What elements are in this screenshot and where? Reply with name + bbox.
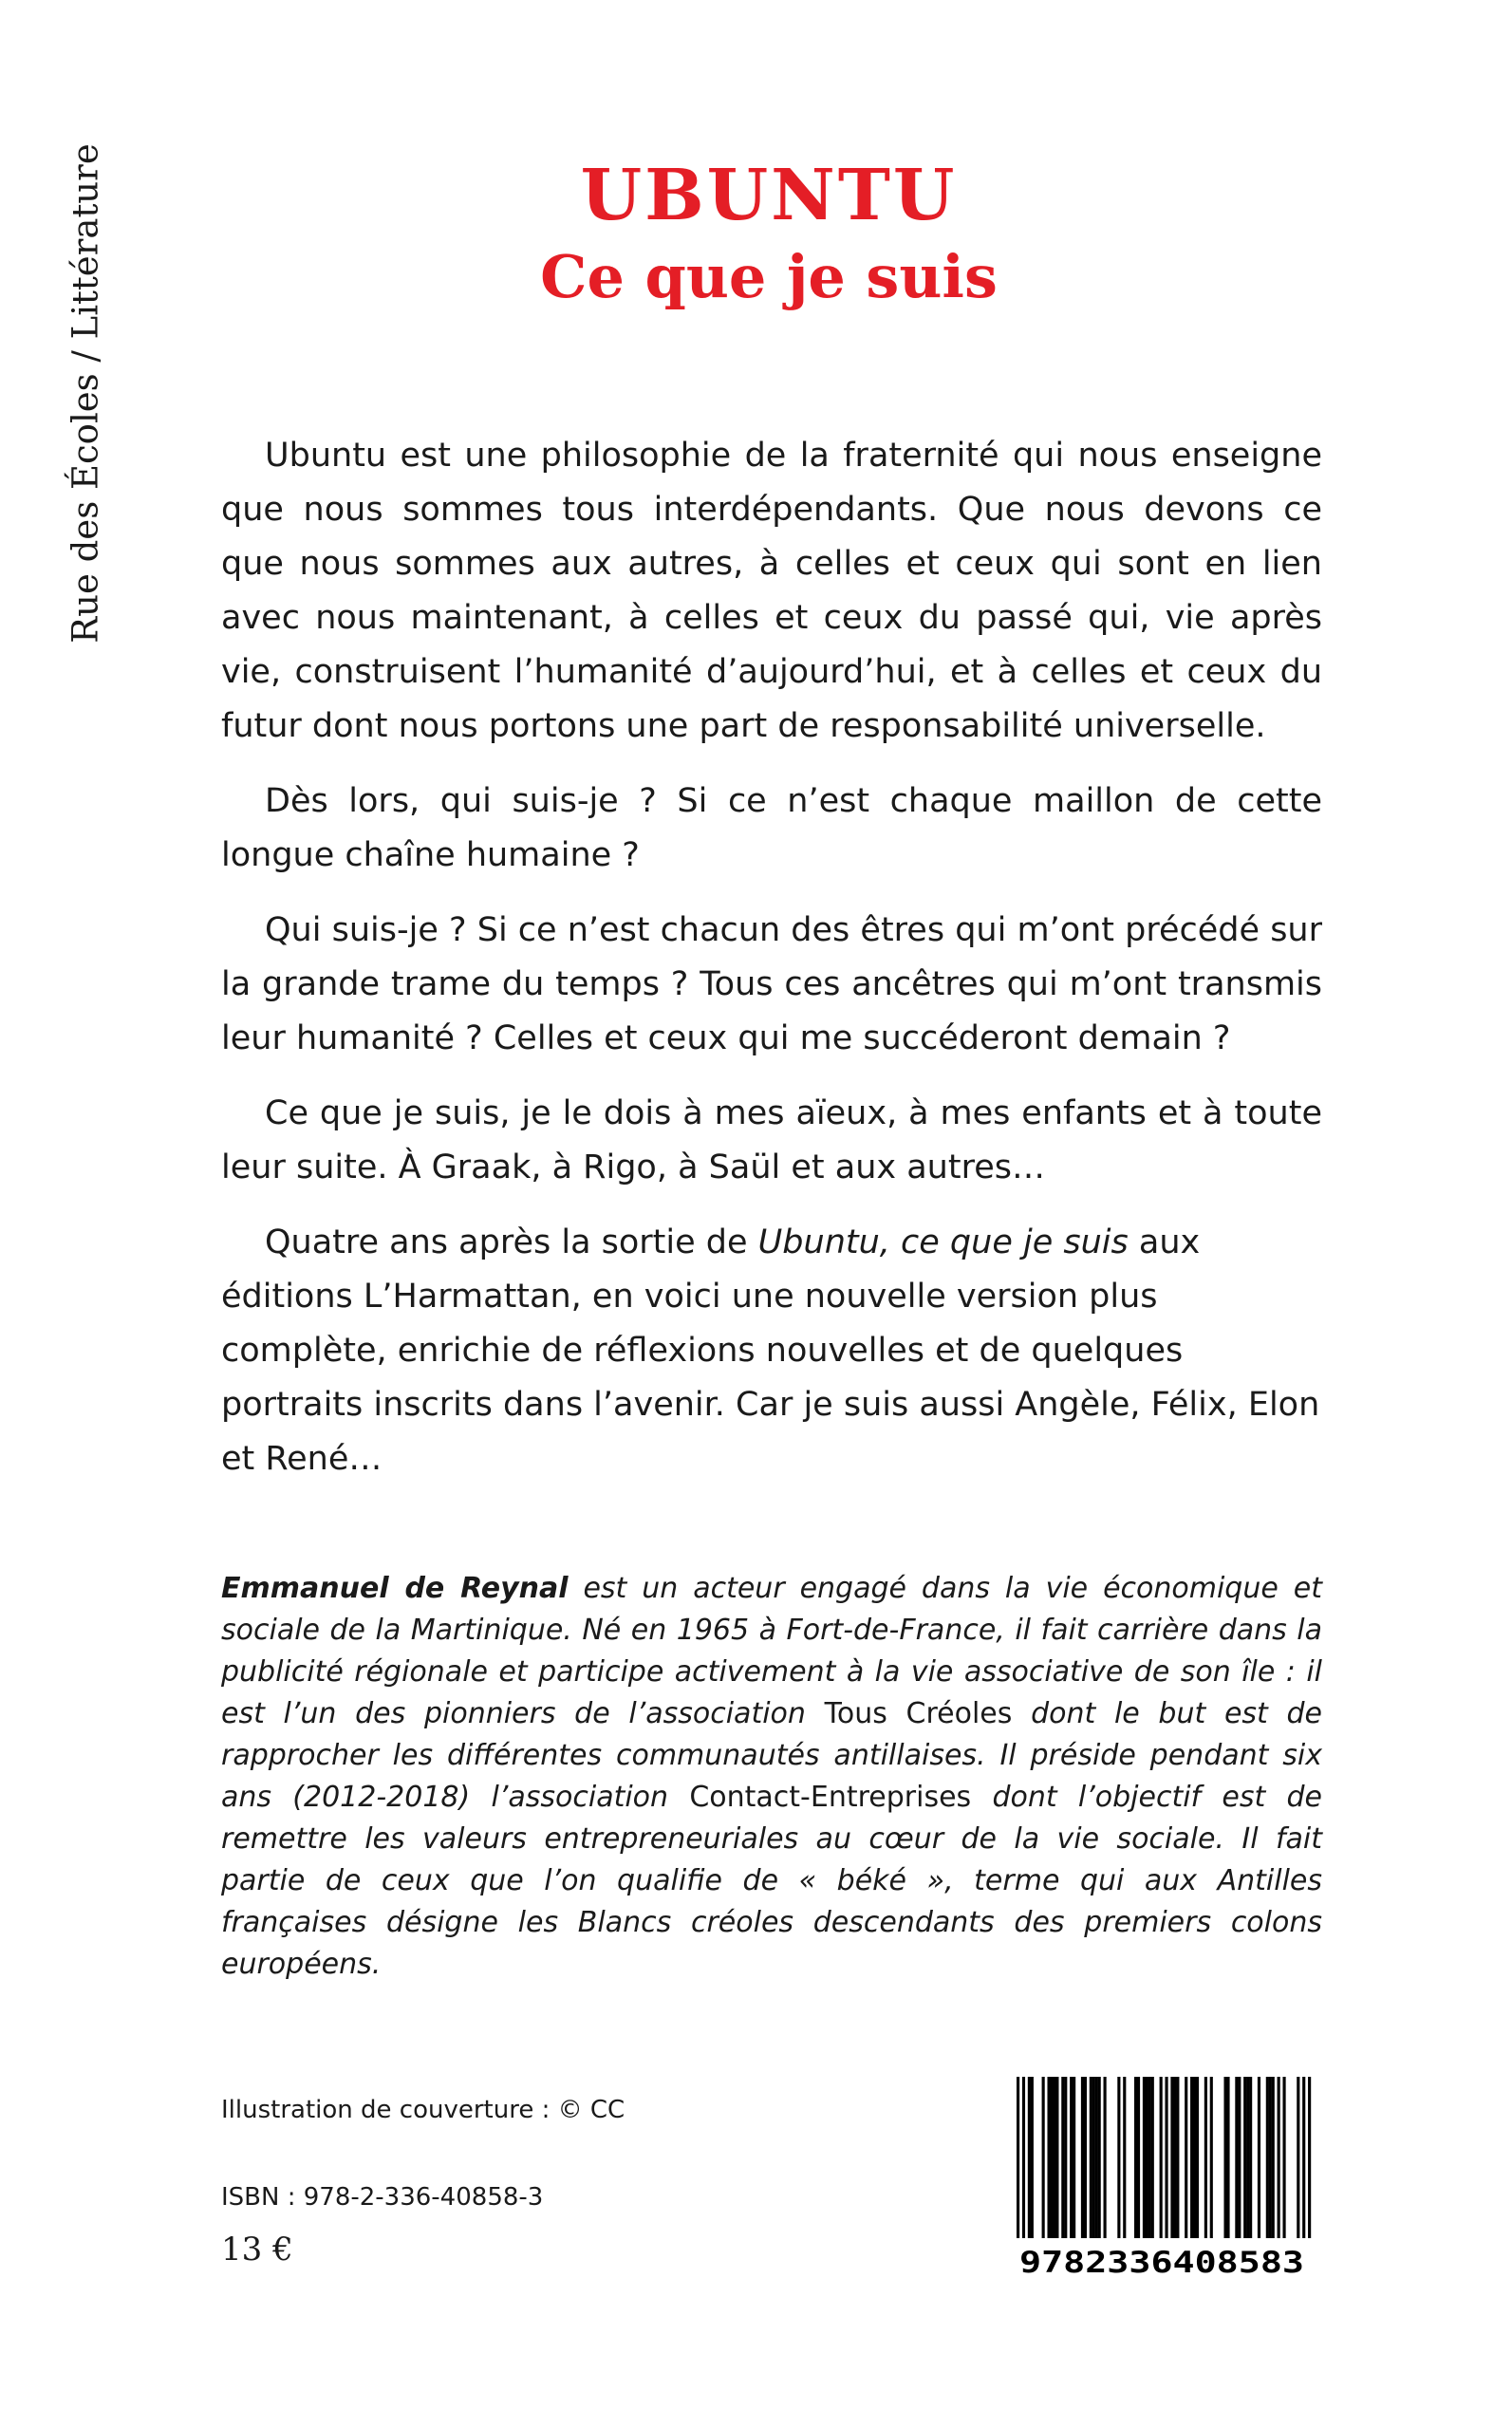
author-biography [221,1568,1322,1986]
barcode-bar [1053,2077,1055,2238]
spine-collection-label [59,95,112,691]
barcode-bar [1151,2077,1154,2238]
blurb-p5-text-b: aux éditions L’Harmattan, en voici une nouvelle version plus complète, enrichie de réflexions nouvelles et de quelques portraits inscrits dans l’avenir. Car je suis aussi Angèle, Félix, Elon et René… [221,1223,1320,1478]
blurb-paragraph-1: Ubuntu est une philosophie de la fraternité qui nous enseigne que nous sommes tous interdépendants. Que nous devons ce que nous sommes aux autres, à celles et ceux qui sont en lien avec nous maintenant, à celles et ceux du passé qui, vie après vie, construisent l’humanité d’aujourd’hui, et à celles et ceux du futur dont nous portons une part de responsabilité universelle. [221,437,1322,745]
blurb-paragraph-2: Dès lors, qui suis-je ? Si ce n’est chaque maillon de cette longue chaîne humaine ? [221,782,1322,874]
barcode-bar [1235,2077,1238,2238]
back-cover-blurb [221,429,1322,1507]
barcode-bar [1204,2077,1207,2238]
barcode-bar [1055,2077,1058,2238]
barcode-digits: 9782336408583 [1019,2246,1304,2278]
barcode-bar [1092,2077,1095,2238]
barcode-bar [1143,2077,1146,2238]
barcode-bar [1165,2077,1167,2238]
barcode-bar [1098,2077,1101,2238]
bio-text-2: dont le but est de rapprocher les différentes communautés antillaises. Il préside pendant six ans (2012-2018) l’association [221,1697,1322,1814]
bio-text-1: est un acteur engagé dans la vie économique et sociale de la Martinique. Né en 1965 à Fort-de-France, il fait carrière dans la publicité régionale et participe activement à la vie associative de son île : il est l’un des pionniers de l’association [221,1572,1322,1730]
cover-illustration-credit: Illustration de couverture : © CC [221,2096,625,2124]
barcode-bar [1073,2077,1075,2238]
barcode-bar [1226,2077,1229,2238]
book-subtitle: Ce que je suis [540,242,998,311]
isbn-number: ISBN : 978-2-336-40858-3 [221,2183,544,2212]
barcode-bar [1196,2077,1199,2238]
barcode-bar [1061,2077,1064,2238]
barcode-bar [1117,2077,1120,2238]
barcode-bar [1028,2077,1031,2238]
barcode-bar [1238,2077,1241,2238]
barcode-bar [1070,2077,1073,2238]
barcode-bar [1249,2077,1252,2238]
barcode-bar [1064,2077,1067,2238]
barcode-bar [1047,2077,1050,2238]
barcode-bar [1160,2077,1163,2238]
barcode-bar [1278,2077,1280,2238]
barcode-bar [1210,2077,1213,2238]
barcode-bar [1042,2077,1045,2238]
blurb-paragraph-4: Ce que je suis, je le dois à mes aïeux, à mes enfants et à toute leur suite. À Graak, à Rigo, à Saül et aux autres… [221,1094,1322,1186]
barcode-bar [1134,2077,1137,2238]
barcode-bar [1302,2077,1305,2238]
barcode-bar [1084,2077,1087,2238]
barcode-bar [1176,2077,1179,2238]
barcode-bar [1095,2077,1098,2238]
barcode-bar [1137,2077,1140,2238]
barcode-bar [1022,2077,1025,2238]
bio-text-3: dont l’objectif est de remettre les valeurs entrepreneuriales au cœur de la vie sociale. Il fait partie de ceux que l’on qualifie de « béké », terme qui aux Antilles françaises désigne les Blancs créoles descendants des premiers colons européens. [221,1781,1322,1981]
barcode-bar [1173,2077,1176,2238]
book-title: UBUNTU [580,155,958,236]
barcode-bar [1246,2077,1249,2238]
barcode-bar [1170,2077,1173,2238]
barcode-bar [1258,2077,1260,2238]
barcode-bar [1081,2077,1084,2238]
barcode-bar [1308,2077,1311,2238]
barcode-bar [1104,2077,1107,2238]
blurb-paragraph-3: Qui suis-je ? Si ce n’est chacun des êtres qui m’ont précédé sur la grande trame du temps ? Tous ces ancêtres qui m’ont transmis leur humanité ? Celles et ceux qui me succéderont demain ? [221,911,1322,1057]
blurb-paragraph-5 [221,1216,1322,1486]
barcode-bar [1031,2077,1034,2238]
ean-barcode [1014,2077,1314,2278]
barcode-bar [1269,2077,1272,2238]
barcode-bar [1090,2077,1092,2238]
barcode-bar [1297,2077,1299,2238]
barcode-bar [1190,2077,1193,2238]
barcode-bar [1050,2077,1053,2238]
barcode-bars [1017,2077,1311,2238]
barcode-bar [1193,2077,1196,2238]
barcode-bar [1272,2077,1275,2238]
book-title-block [285,152,1253,315]
blurb-book-title-italic: Ubuntu, ce que je suis [757,1223,1129,1261]
blurb-p5-text-a: Quatre ans après la sortie de [265,1223,758,1261]
association-tous-creoles: Tous Créoles [824,1697,1013,1730]
barcode-bar [1282,2077,1285,2238]
collection-text: Rue des Écoles / Littérature [65,142,106,644]
barcode-bar [1148,2077,1151,2238]
barcode-bar [1243,2077,1246,2238]
barcode-bar [1017,2077,1019,2238]
author-name: Emmanuel de Reynal [221,1572,569,1605]
barcode-bar [1223,2077,1226,2238]
barcode-bar [1123,2077,1126,2238]
price: 13 € [221,2231,293,2269]
barcode-bar [1185,2077,1187,2238]
association-contact-entreprises: Contact-Entreprises [689,1781,972,1814]
barcode-bar [1146,2077,1148,2238]
barcode-bar [1266,2077,1269,2238]
